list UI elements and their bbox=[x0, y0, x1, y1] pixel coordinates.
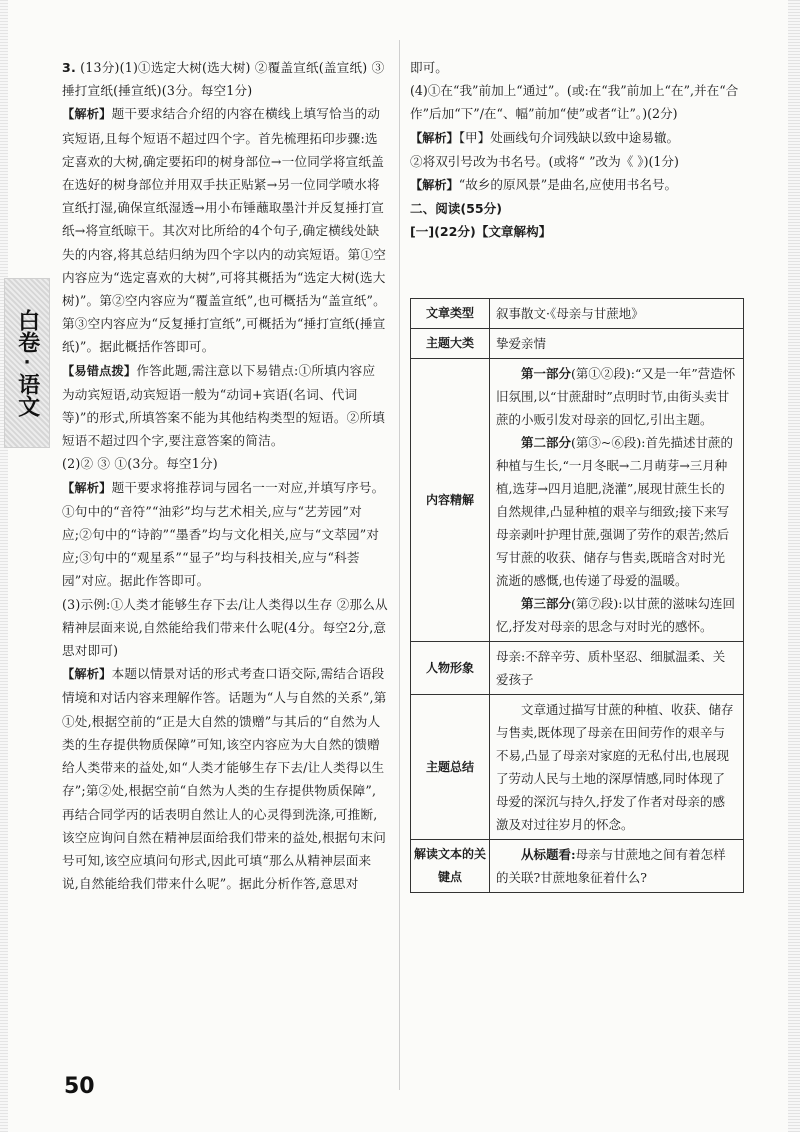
row-value: 挚爱亲情 bbox=[490, 329, 744, 359]
continuation-text: 即可。 bbox=[410, 60, 448, 75]
analysis-4: 【解析】【甲】处画线句介词残缺以致中途易辙。 bbox=[410, 129, 680, 145]
table-row bbox=[411, 299, 744, 329]
row-header: 主题大类 bbox=[411, 329, 490, 359]
part-label: 第一部分 bbox=[521, 366, 572, 381]
analysis-1: 【解析】题干要求结合介绍的内容在横线上填写恰当的动宾短语,且每个短语不超过四个字。首先梳理拓印步骤:选定喜欢的大树,确定要拓印的树身部位→一位同学将宣纸盖在选好的树身部位并用双手扶正贴紧→另一位同学喷水将宣纸打湿,确保宣纸湿透→用小布锤蘸取墨汁并反复捶打宣纸→将宣纸晾干。其次对比所给的4个句子,确定横线处缺失的内容,将其总结归纳为四个字以内的动宾短语。第①空内容应为“选定喜欢的大树”,可将其概括为“选定大树(选大树)”。第②空内容应为“覆盖宣纸”,也可概括为“盖宣纸”。第③空内容应为“反复捶打宣纸”,可概括为“捶打宣纸(捶宣纸)”。据此概括作答即可。 bbox=[62, 106, 387, 355]
analysis-tag: 【解析】 bbox=[62, 480, 112, 495]
page-number: 50 bbox=[64, 1074, 95, 1099]
table-row bbox=[411, 840, 744, 893]
side-tab-label-a: 白卷 bbox=[14, 308, 40, 353]
q4-answer-2: ②将双引号改为书名号。(或将“ ”改为《 》)(1分) bbox=[410, 153, 679, 169]
key-label: 从标题看: bbox=[521, 847, 576, 862]
q3-answer-1: 3. (13分)(1)①选定大树(选大树) ②覆盖宣纸(盖宣纸) ③捶打宣纸(捶宣纸)(3分。每空1分) bbox=[62, 60, 385, 99]
analysis-2: 【解析】题干要求将推荐词与园名一一对应,并填写序号。①句中的“音符”“油彩”均与艺术相关,应与“艺芳园”对应;②句中的“诗韵”“墨香”均与文化相关,应与“文萃园”对应;③句中的“观星系”“显子”均与科技相关,应与“科荟园”对应。据此作答即可。 bbox=[62, 479, 385, 589]
row-value: 母亲:不辞辛劳、质朴坚忍、细腻温柔、关爱孩子 bbox=[490, 642, 744, 695]
article-structure-table bbox=[410, 298, 744, 893]
table-row bbox=[411, 329, 744, 359]
analysis-5: 【解析】“故乡的原风景”是曲名,应使用书名号。 bbox=[410, 177, 678, 193]
table-row bbox=[411, 359, 744, 642]
table-row bbox=[411, 695, 744, 840]
q3-answer-3: (3)示例:①人类才能够生存下去/让人类得以生存 ②那么从精神层面来说,自然能给我们带来什么呢(4分。每空2分,意思对即可) bbox=[62, 596, 388, 659]
row-value: 叙事散文·《母亲与甘蔗地》 bbox=[490, 299, 744, 329]
row-value: 从标题看:母亲与甘蔗地之间有着怎样的关联?甘蔗地象征着什么? bbox=[490, 840, 744, 893]
analysis-tag: 【解析】 bbox=[62, 667, 112, 682]
section-title: 二、阅读(55分) bbox=[410, 201, 503, 217]
q4-answer: (4)①在“我”前加上“通过”。(或:在“我”前加上“在”,并在“合作”后加“下”/在“、幅”前加“使”或者“让”。)(2分) bbox=[410, 83, 739, 122]
scan-edge-right bbox=[788, 0, 800, 1132]
table-row bbox=[411, 642, 744, 695]
part-label: 第三部分 bbox=[521, 596, 572, 611]
scan-edge-left bbox=[0, 0, 8, 1132]
side-tab-dot: · bbox=[23, 351, 31, 373]
row-header: 主题总结 bbox=[411, 695, 490, 840]
row-header: 人物形象 bbox=[411, 642, 490, 695]
column-divider bbox=[399, 40, 400, 1090]
sub-section-title: [一](22分)【文章解构】 bbox=[410, 224, 552, 240]
question-number: 3. bbox=[62, 60, 76, 75]
part-3: 第三部分(第⑦段):以甘蔗的滋味勾连回忆,抒发对母亲的思念与对时光的感怀。 bbox=[496, 596, 735, 634]
analysis-tag: 【解析】 bbox=[62, 107, 112, 122]
analysis-3: 【解析】本题以情景对话的形式考查口语交际,需结合语段情境和对话内容来理解作答。话题为“人与自然的关系”,第①处,根据空前的“正是大自然的馈赠”与其后的“自然为人类的生存提供物质保障”可知,该空内容应为大自然的馈赠给人类带来的益处,如“人类才能够生存下去/让人类得以生存”;第②处,根据空前“自然为人类的生存提供物质保障”,再结合同学丙的话表明自然让人的心灵得到洗涤,可推断,该空应询问自然在精神层面给我们带来的益处,根据句末问号可知,该空应填问句形式,因此可填“那么从精神层面来说,自然能给我们带来什么呢”。据此分析作答,意思对 bbox=[62, 666, 387, 892]
q3-answer-2: (2)② ③ ①(3分。每空1分) bbox=[62, 456, 218, 472]
part-1: 第一部分(第①②段):“又是一年”营造怀旧氛围,以“甘蔗甜时”点明时节,由街头卖甘蔗的小贩引发对母亲的回忆,引出主题。 bbox=[496, 366, 736, 427]
row-value bbox=[490, 359, 744, 642]
left-column bbox=[62, 56, 388, 895]
tip-block: 【易错点拨】作答此题,需注意以下易错点:①所填内容应为动宾短语,动宾短语一般为“动词+宾语(名词、代词等)”的形式,所填答案不能为其他结构类型的短语。②所填短语不超过四个字,要注意答案的简洁。 bbox=[62, 362, 386, 449]
analysis-tag: 【解析】 bbox=[410, 130, 459, 145]
row-header: 文章类型 bbox=[411, 299, 490, 329]
part-2: 第二部分(第③~⑥段):首先描述甘蔗的种植与生长,“一月冬眠→二月萌芽→三月种植,选芽→四月追肥,浇灌”,展现甘蔗生长的自然规律,凸显种植的艰辛与细致;接下来写母亲剥叶护理甘蔗,强调了劳作的艰苦;然后写甘蔗的收获、储存与售卖,既暗含对时光流逝的感慨,也传递了母爱的温暖。 bbox=[496, 435, 733, 588]
side-tab-label-b: 语文 bbox=[14, 373, 40, 418]
analysis-tag: 【解析】 bbox=[410, 178, 459, 193]
row-header: 内容精解 bbox=[411, 359, 490, 642]
part-label: 第二部分 bbox=[521, 435, 572, 450]
row-value: 文章通过描写甘蔗的种植、收获、储存与售卖,既体现了母亲在田间劳作的艰辛与不易,凸显了母亲对家庭的无私付出,也展现了劳动人民与土地的深厚情感,同时体现了母爱的深沉与持久,抒发了作者对母亲的感激及对过往岁月的怀念。 bbox=[490, 695, 744, 840]
side-tab bbox=[4, 278, 50, 448]
tip-tag: 【易错点拨】 bbox=[62, 363, 137, 378]
right-column bbox=[410, 56, 744, 244]
row-header: 解读文本的关键点 bbox=[411, 840, 490, 893]
